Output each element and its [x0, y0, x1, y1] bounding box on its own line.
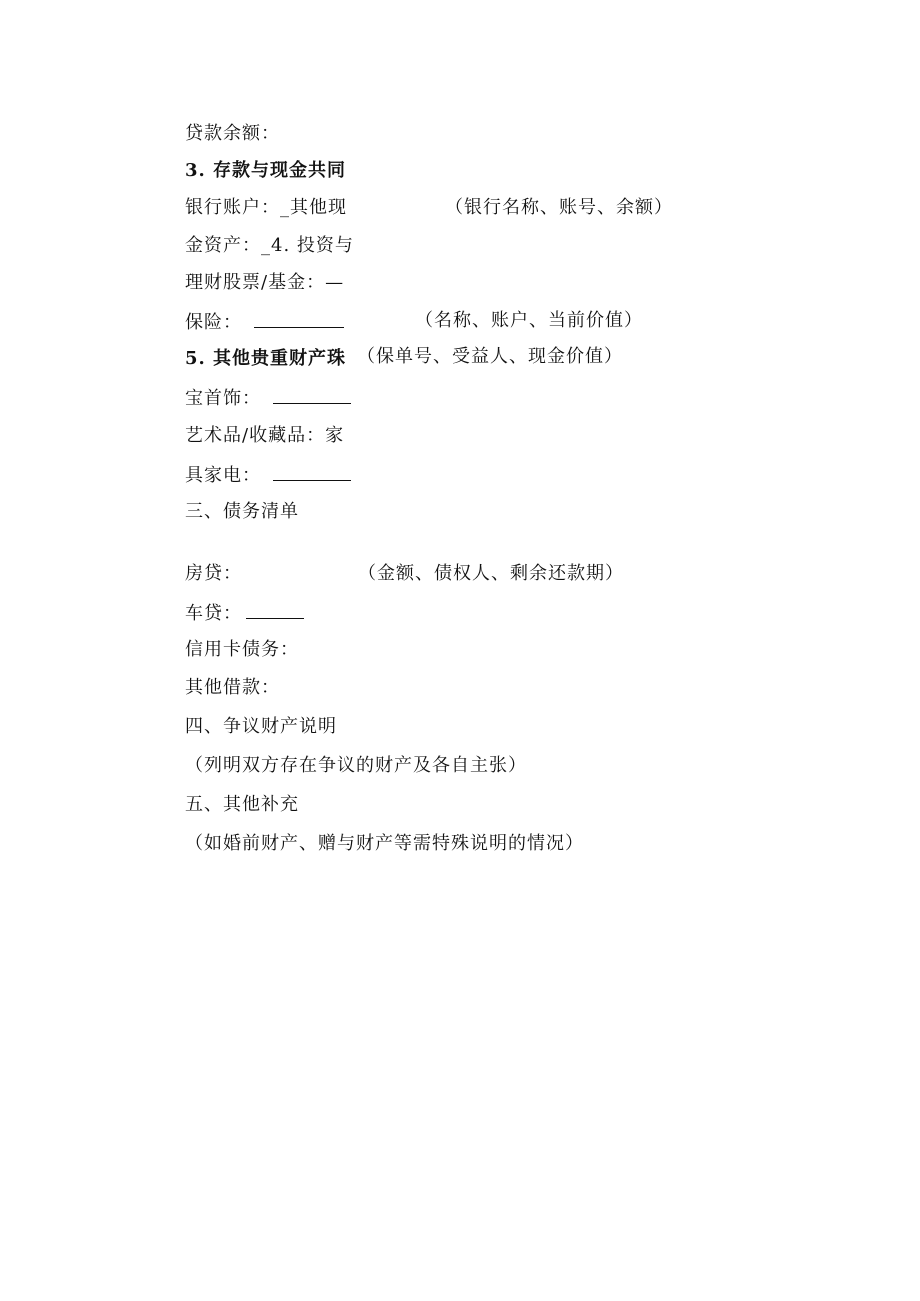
jewelry-blank-line — [273, 385, 351, 404]
jewelry-row — [185, 385, 351, 411]
stocks-funds-label: 理财股票/基金：— — [185, 272, 345, 293]
furniture-label: 具家电： — [185, 465, 261, 486]
disputed-property-heading: 四、争议财产说明 — [185, 716, 337, 737]
other-supplement-heading: 五、其他补充 — [185, 794, 299, 815]
insurance-blank-line — [254, 309, 344, 328]
bank-account-note: （银行名称、账号、余额） — [445, 197, 673, 218]
other-loans-label: 其他借款： — [185, 677, 280, 698]
loan-balance-label: 贷款余额： — [185, 123, 280, 144]
art-collectibles-label: 艺术品/收藏品：家 — [185, 425, 345, 446]
valuables-heading: 5. 其他贵重财产珠 — [185, 348, 347, 369]
jewelry-label: 宝首饰： — [185, 388, 261, 409]
cash-assets-label: 金资产：_4. 投资与 — [185, 235, 354, 256]
credit-card-debt-label: 信用卡债务： — [185, 639, 299, 660]
disputed-property-note: （列明双方存在争议的财产及各自主张） — [185, 755, 527, 776]
furniture-row — [185, 462, 351, 488]
mortgage-label: 房贷： — [185, 563, 242, 584]
furniture-blank-line — [273, 462, 351, 481]
debt-list-heading: 三、债务清单 — [185, 501, 299, 522]
car-loan-row — [185, 600, 304, 626]
insurance-note-a: （名称、账户、当前价值） — [415, 310, 643, 331]
bank-account-label: 银行账户：_其他现 — [185, 197, 347, 218]
car-loan-blank-line — [246, 600, 304, 619]
insurance-label: 保险： — [185, 312, 242, 333]
insurance-row — [185, 309, 344, 335]
deposit-cash-heading: 3. 存款与现金共同 — [185, 160, 347, 181]
mortgage-note: （金额、债权人、剩余还款期） — [358, 563, 624, 584]
insurance-note-b: （保单号、受益人、现金价值） — [357, 346, 623, 367]
car-loan-label: 车贷： — [185, 603, 242, 624]
other-supplement-note: （如婚前财产、赠与财产等需特殊说明的情况） — [185, 833, 584, 854]
